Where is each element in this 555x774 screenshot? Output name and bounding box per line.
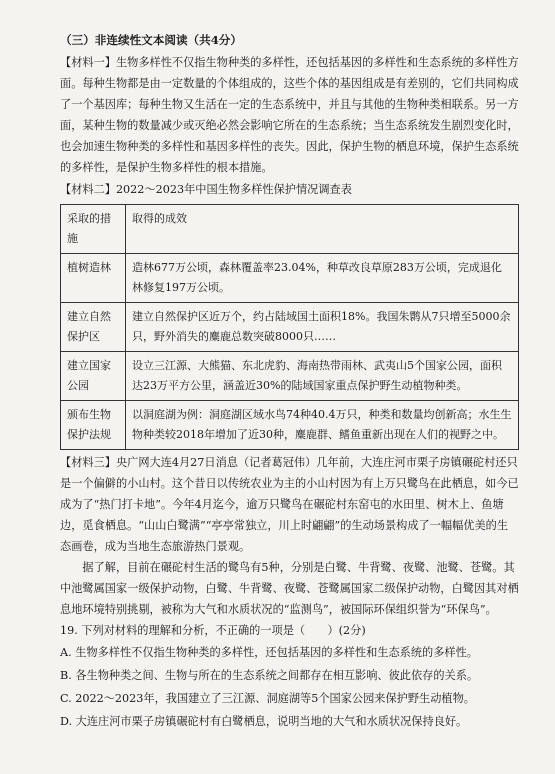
option-d[interactable]: D. 大连庄河市栗子房镇碾砣村有白鹭栖息，说明当地的大气和水质状况保持良好。 xyxy=(60,715,468,728)
option-b[interactable]: B. 各生物种类之间、生物与所在的生态系统之间都存在相互影响、彼此依存的关系。 xyxy=(60,669,479,682)
row-result: 以洞庭湖为例：洞庭湖区域水鸟74种40.4万只，种类和数量均创新高；水生生物种类较2018年增加了近30种，麋鹿群、鳍鱼重新出现在人们的视野之中。 xyxy=(126,401,519,450)
table-row xyxy=(61,401,519,450)
survey-table xyxy=(60,204,519,450)
row-measure: 建立国家公园 xyxy=(61,352,126,401)
material3-paragraph-2: 据了解，目前在碾砣村生活的鹭鸟有5种，分别是白鹭、牛背鹭、夜鹭、池鹭、苍鹭。其中池鹭属国家一级保护动物，白鹭、牛背鹭、夜鹭、苍鹭属国家二级保护动物，白鹭因其对栖息地环境特别挑剔，被称为大气和水质状况的“监测鸟”，被国际环保组织誉为“环保鸟”。 xyxy=(60,561,519,616)
section-title: （三）非连续性文本阅读（共4分） xyxy=(60,33,242,47)
table-header-row xyxy=(61,205,519,254)
material1-paragraph: 【材料一】生物多样性不仅指生物种类的多样性，还包括基因的多样性和生态系统的多样性方面。每种生物都是由一定数量的个体组成的，这些个体的基因组成是有差别的，它们共同构成了一个基因库；每种生物又生活在一定的生态系统中，并且与其他的生物种类相联系。另一方面，某种生物的数量减少或灭绝必然会影响它所在的生态系统；当生态系统发生剧烈变化时，也会加速生物种类的多样性和基因多样性的丧失。因此，保护生物的栖息环境，保护生态系统的多样性，是保护生物多样性的根本措施。 xyxy=(60,56,519,174)
row-result: 造林677万公顷，森林覆盖率23.04%，种草改良草原283万公顷，完成退化林修复197万公顷。 xyxy=(126,254,519,303)
table-row xyxy=(61,303,519,352)
material2-heading: 【材料二】2022～2023年中国生物多样性保护情况调查表 xyxy=(60,183,352,196)
row-result: 建立自然保护区近万个，约占陆域国土面积18%。我国朱鹮从7只增至5000余只，野外消失的麋鹿总数突破8000只…… xyxy=(126,303,519,352)
question-stem: 19. 下列对材料的理解和分析，不正确的一项是（ ）(2分) xyxy=(60,624,366,637)
row-measure: 颁布生物保护法规 xyxy=(61,401,126,450)
row-result: 设立三江源、大熊猫、东北虎豹、海南热带雨林、武夷山5个国家公园，面积达23万平方公里，涵盖近30%的陆域国家重点保护野生动植物种类。 xyxy=(126,352,519,401)
table-row xyxy=(61,352,519,401)
material3-paragraph-1: 【材料三】央广网大连4月27日消息（记者葛冠伟）几年前，大连庄河市栗子房镇碾砣村还只是一个偏僻的小山村。这个昔日以传统农业为主的小山村因为有上万只鹭鸟在此栖息，如今已成为了“热门打卡地”。今年4月迄今，逾万只鹭鸟在碾砣村东窑屯的水田里、树木上、鱼塘边，觅食栖息。“山山白鹭满”“亭亭常独立，川上时翩翩”的生动场景构成了一幅幅优美的生态画卷，成为当地生态旅游热门景观。 xyxy=(60,456,519,553)
option-a[interactable]: A. 生物多样性不仅指生物种类的多样性，还包括基因的多样性和生态系统的多样性。 xyxy=(60,646,478,659)
table-row xyxy=(61,254,519,303)
row-measure: 建立自然保护区 xyxy=(61,303,126,352)
option-c[interactable]: C. 2022～2023年，我国建立了三江源、洞庭湖等5个国家公园来保护野生动植物。 xyxy=(60,692,475,705)
row-measure: 植树造林 xyxy=(61,254,126,303)
header-measure: 采取的措施 xyxy=(61,205,126,254)
header-result: 取得的成效 xyxy=(126,205,519,254)
